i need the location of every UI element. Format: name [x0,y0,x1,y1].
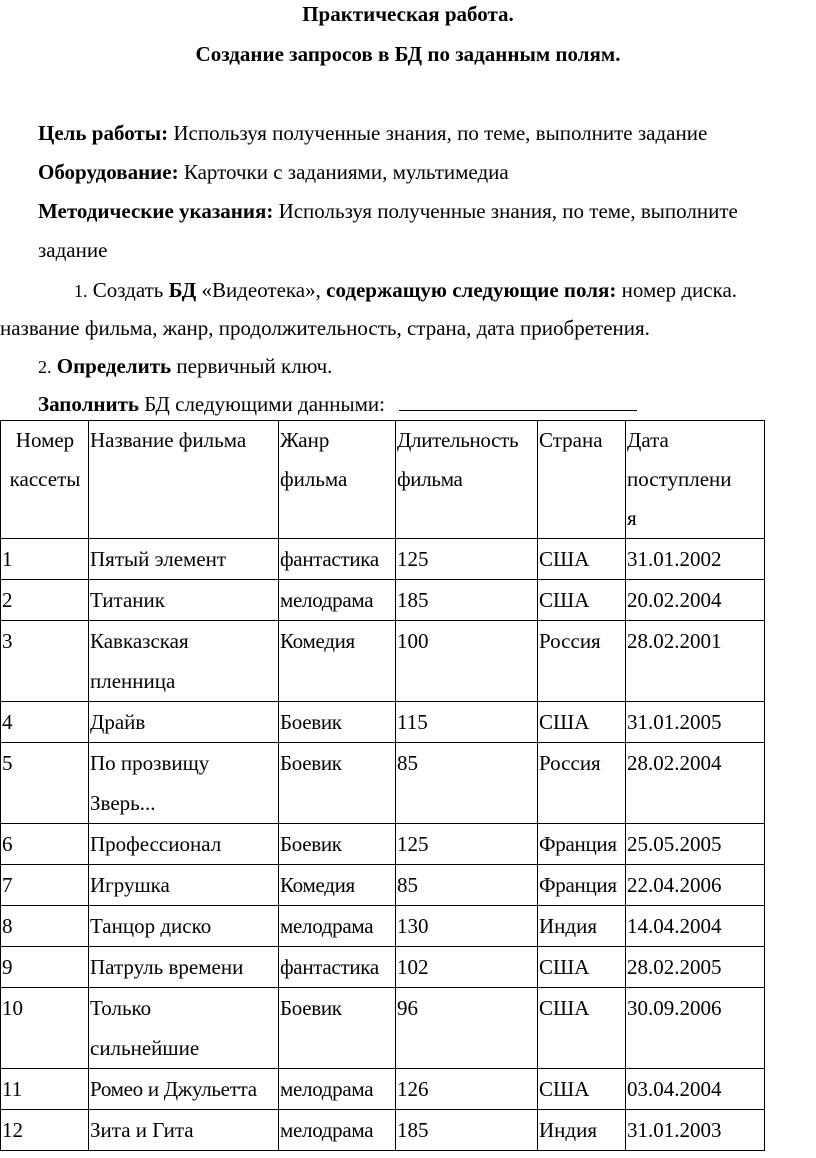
goal-text: Используя полученные знания, по теме, выполните задание [168,121,708,145]
step-2-text: первичный ключ. [171,354,333,378]
goal-label: Цель работы: [38,121,169,145]
header-cell-genre: Жанр фильма [279,421,396,539]
document-title: Практическая работа. [302,2,514,26]
table-row: 1 Пятый элемент фантастика 125 США 31.01.2002 [1,539,765,580]
step-1-post: номер диска. [616,278,738,302]
header-cell-number: Номер кассеты [1,421,89,539]
table-row: 11 Ромео и Джульетта мелодрама 126 США 03.04.2004 [1,1069,765,1110]
step-2-number: 2. [38,357,52,377]
table-row: 3 Кавказская пленница Комедия 100 Россия 28.02.2001 [1,621,765,702]
table-row: 10 Только сильнейшие Боевик 96 США 30.09.2006 [1,988,765,1069]
fill-blank-line [399,392,637,411]
step-2-line [38,354,332,379]
step-2-bold: Определить [56,354,172,378]
equipment-label: Оборудование: [38,160,179,184]
document-subtitle: Создание запросов в БД по заданным полям. [195,42,621,66]
header-cell-title: Название фильма [89,421,279,539]
header-cell-duration: Длительность фильма [396,421,538,539]
method-line-2: задание [38,238,108,262]
header-cell-date: Дата поступлени я [626,421,765,539]
table-row: 4 Драйв Боевик 115 США 31.01.2005 [1,702,765,743]
goal-line [38,121,707,146]
table-row: 9 Патруль времени фантастика 102 США 28.02.2005 [1,947,765,988]
fill-text: БД следующими данными: [139,392,385,416]
equipment-text: Карточки с заданиями, мультимедиа [178,160,509,184]
table-header-row [1,421,765,539]
step-1-number: 1. [74,281,88,301]
step-1-bold-fields: содержащую следующие поля: [326,278,617,302]
table-row: 8 Танцор диско мелодрама 130 Индия 14.04.2004 [1,906,765,947]
method-label: Методические указания: [38,199,274,223]
step-1-line-2: название фильма, жанр, продолжительность, страна, дата приобретения. [0,316,650,340]
method-line [38,199,738,224]
fill-line [38,392,637,417]
step-1-mid: «Видеотека», [196,278,327,302]
table-row: 7 Игрушка Комедия 85 Франция 22.04.2006 [1,865,765,906]
equipment-line [38,160,509,185]
header-cell-country: Страна [538,421,626,539]
step-1-pre: Создать [87,278,169,302]
method-text: Используя полученные знания, по теме, выполните [273,199,738,223]
video-library-table [0,420,765,1151]
step-1-bold-db: БД [168,278,197,302]
table-row: 5 По прозвищу Зверь... Боевик 85 Россия 28.02.2004 [1,743,765,824]
table-row: 2 Титаник мелодрама 185 США 20.02.2004 [1,580,765,621]
step-1-line [74,278,737,303]
table-row: 12 Зита и Гита мелодрама 185 Индия 31.01.2003 [1,1110,765,1151]
table-row: 6 Профессионал Боевик 125 Франция 25.05.2005 [1,824,765,865]
fill-bold: Заполнить [38,392,140,416]
